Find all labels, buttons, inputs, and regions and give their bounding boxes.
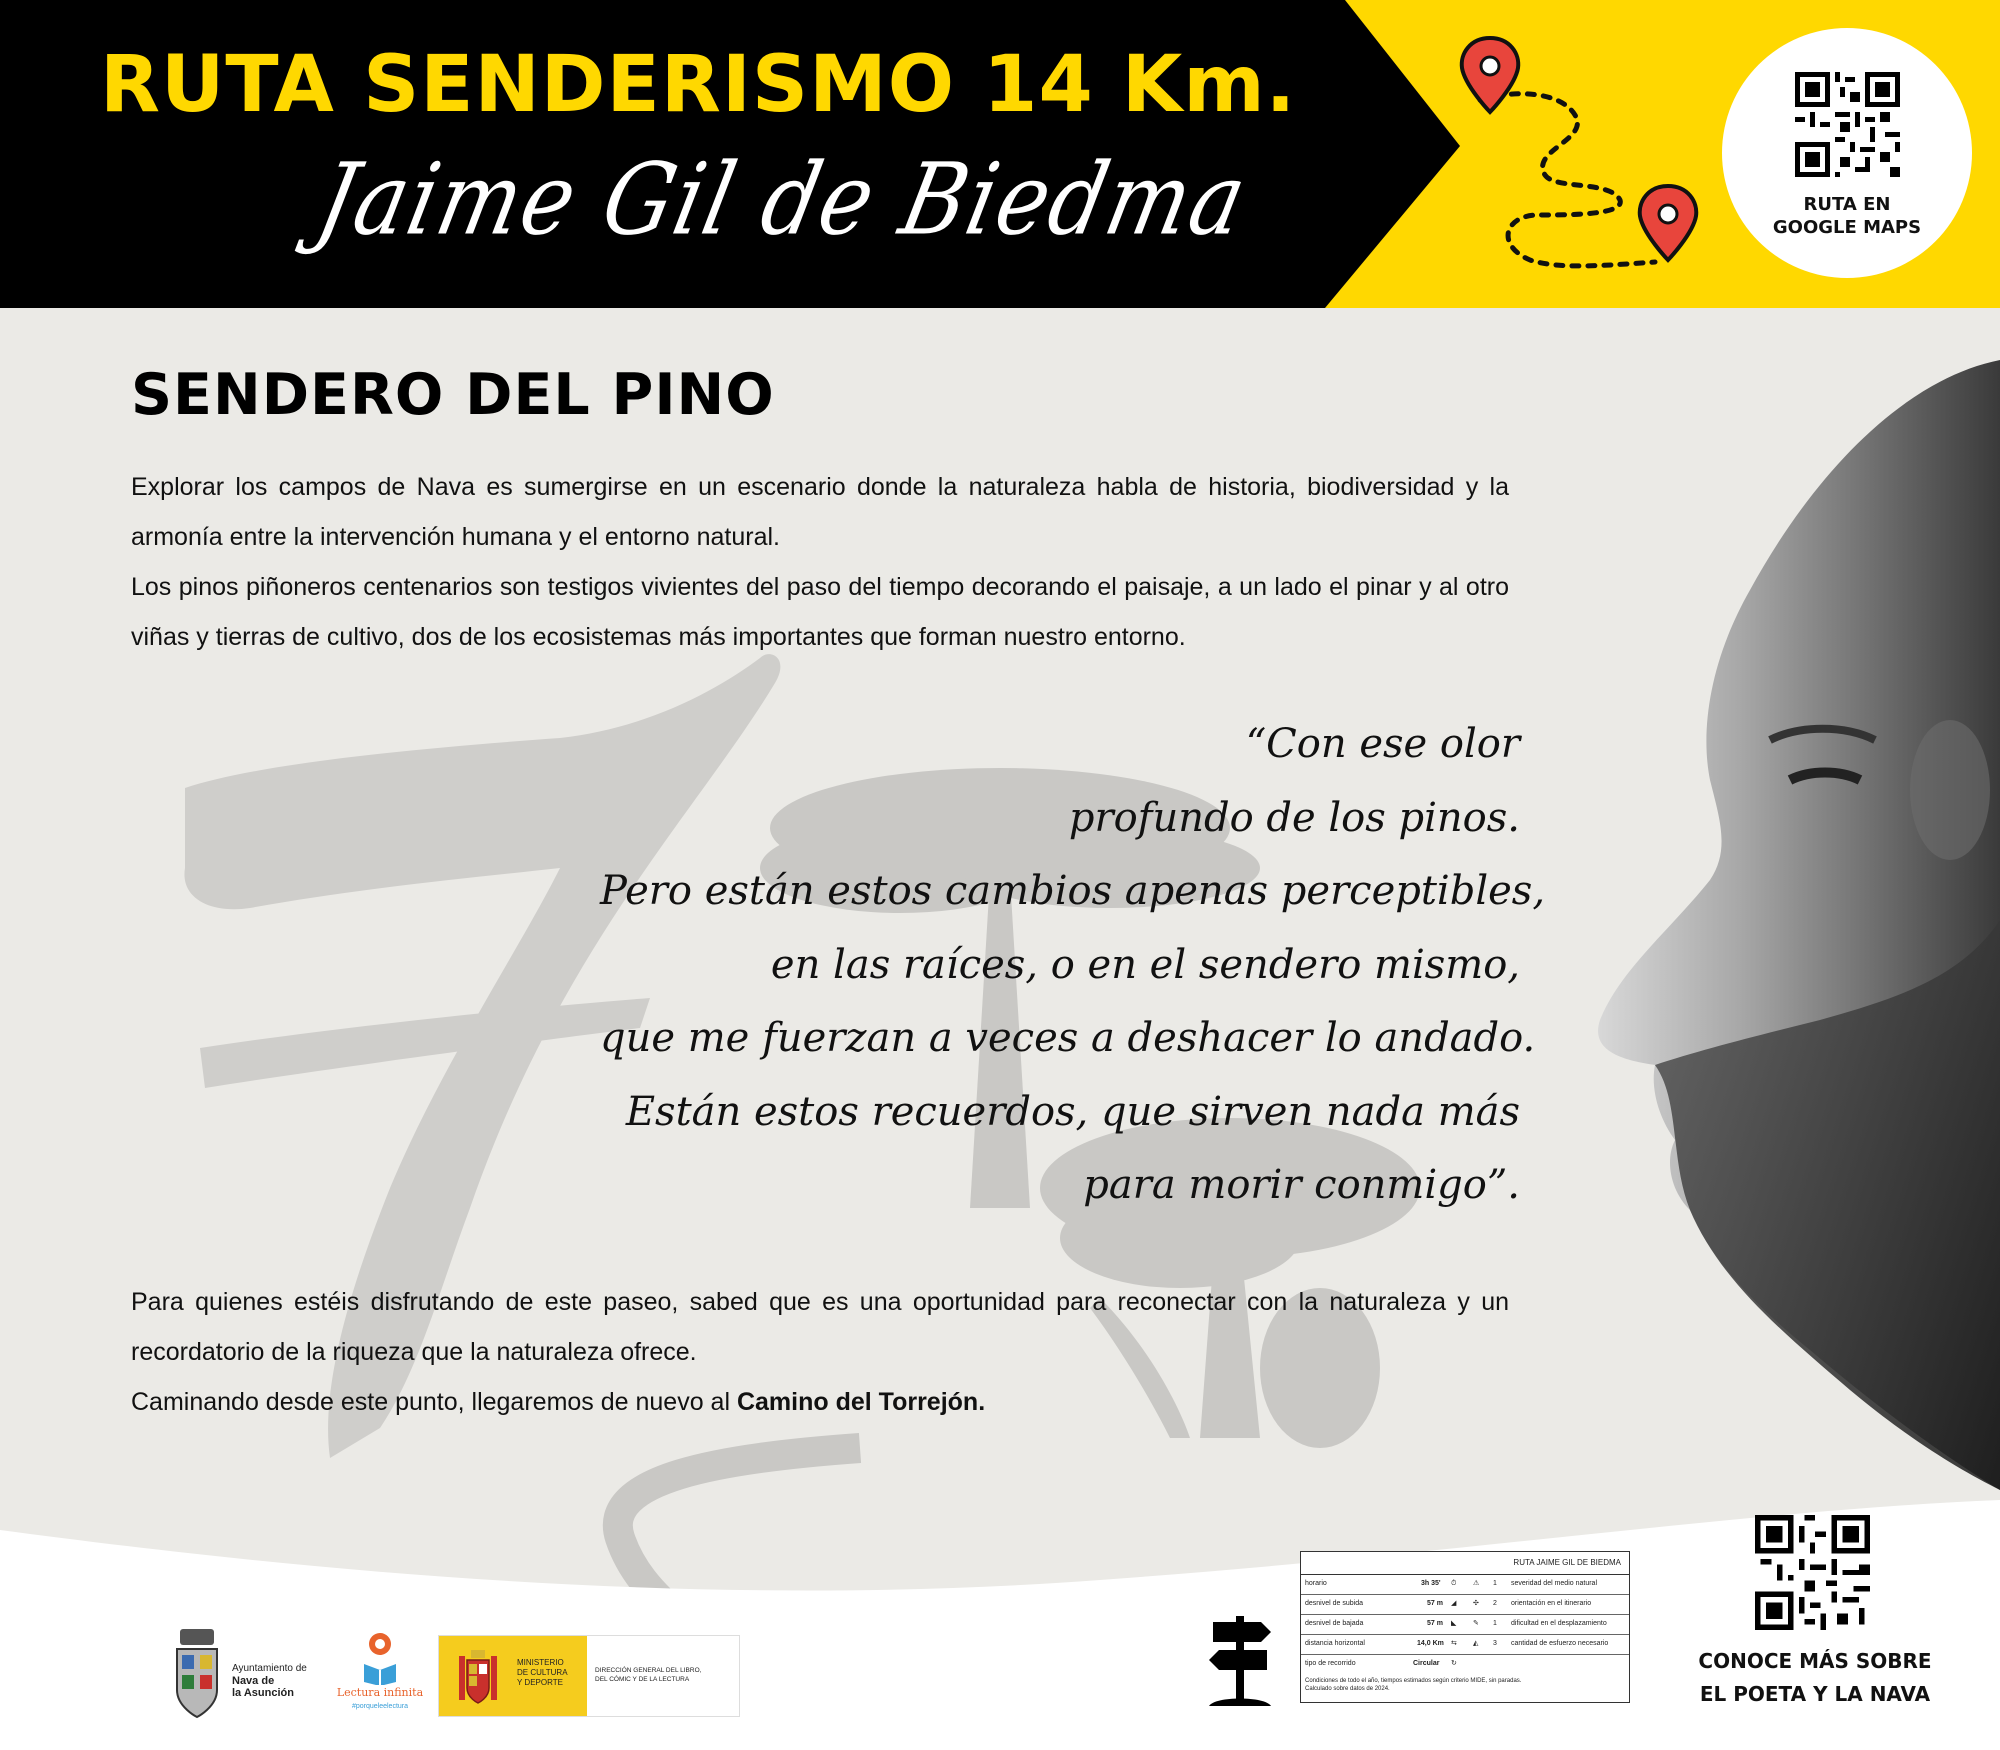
lectura-infinita-tag: #porqueleelectura — [351, 1703, 409, 1710]
mide-desc: severidad del medio natural — [1511, 1580, 1597, 1587]
ministerio-text — [517, 1658, 568, 1688]
route-title: RUTA SENDERISMO 14 Km. — [100, 40, 1297, 130]
mide-note — [1305, 1677, 1625, 1693]
logo-text-line: DE CULTURA — [517, 1668, 568, 1677]
bottom-label-line: EL POETA Y LA NAVA — [1699, 1682, 1931, 1706]
map-pin-icon — [1640, 186, 1697, 260]
mide-title: RUTA JAIME GIL DE BIEDMA — [1301, 1552, 1629, 1575]
mide-row — [1301, 1635, 1629, 1655]
outro-paragraph — [131, 1377, 1509, 1427]
boot-icon: ✎ — [1473, 1620, 1479, 1627]
mide-score: 2 — [1493, 1600, 1497, 1607]
coat-of-arms-icon — [172, 1625, 222, 1720]
logo-text-line: Y DEPORTE — [517, 1678, 563, 1687]
destination-name: Camino del Torrejón. — [736, 1388, 986, 1416]
intro-text — [131, 462, 1509, 662]
mide-label: desnivel de subida — [1305, 1600, 1363, 1607]
warning-icon: ⚠ — [1473, 1580, 1480, 1587]
mide-note-line: Condiciones de todo el año, tiempos estimados según criterio MIDE, sin paradas. — [1305, 1678, 1522, 1684]
mide-label: horario — [1305, 1580, 1327, 1587]
mide-desc: dificultad en el desplazamiento — [1511, 1620, 1607, 1627]
poet-signature: Jaime Gil de Biedma — [307, 142, 1258, 258]
poem-line: “Con ese olor — [1245, 721, 1520, 767]
google-maps-qr-code[interactable] — [1795, 72, 1900, 177]
logo-text-line: Ayuntamiento de — [232, 1663, 307, 1674]
mide-row — [1301, 1655, 1629, 1674]
poet-info-label — [1680, 1645, 1950, 1711]
logo-text-line: la Asunción — [232, 1687, 294, 1699]
mide-score: 3 — [1493, 1640, 1497, 1647]
logo-text-line: DEL CÓMIC Y DE LA LECTURA — [595, 1676, 690, 1683]
descent-icon: ◣ — [1451, 1620, 1457, 1627]
spain-coat-of-arms-icon — [453, 1646, 503, 1706]
orientation-icon: ✣ — [1473, 1600, 1479, 1607]
outro-prefix: Caminando desde este punto, llegaremos de nuevo al — [131, 1388, 737, 1416]
signpost-icon — [1205, 1610, 1275, 1706]
mide-note-line: Calculado sobre datos de 2024. — [1305, 1686, 1390, 1692]
mide-info-table — [1300, 1551, 1630, 1703]
distance-icon: ⇆ — [1451, 1640, 1457, 1647]
mide-row — [1301, 1595, 1629, 1615]
mide-row — [1301, 1575, 1629, 1595]
ascent-icon: ◢ — [1451, 1600, 1457, 1607]
mide-value: 3h 35' — [1421, 1580, 1441, 1587]
poem-line: para morir conmigo”. — [1083, 1162, 1520, 1208]
mide-value: Circular — [1413, 1660, 1440, 1667]
mide-value: 14,0 Km — [1417, 1640, 1444, 1647]
poet-portrait — [1560, 360, 2000, 1490]
mide-desc: orientación en el itinerario — [1511, 1600, 1592, 1607]
poem-line: profundo de los pinos. — [1068, 794, 1520, 841]
lectura-infinita-icon — [360, 1630, 400, 1685]
mide-row — [1301, 1615, 1629, 1635]
poem-line: que me fuerzan a veces a deshacer lo andado. — [600, 1015, 1536, 1061]
stopwatch-icon: ⏱ — [1451, 1580, 1457, 1587]
ministerio-logo — [438, 1635, 740, 1717]
mide-value: 57 m — [1427, 1620, 1443, 1627]
circular-route-icon: ↻ — [1451, 1660, 1457, 1667]
bottom-label-line: CONOCE MÁS SOBRE — [1698, 1649, 1932, 1673]
mide-score: 1 — [1493, 1620, 1497, 1627]
direccion-general-text — [595, 1666, 701, 1684]
map-pin-icon — [1462, 38, 1519, 112]
effort-icon: ◭ — [1473, 1640, 1479, 1647]
logo-text-line: Nava de — [232, 1675, 275, 1687]
mide-value: 57 m — [1427, 1600, 1443, 1607]
poet-info-qr-code[interactable] — [1755, 1515, 1870, 1630]
poem-line: Pero están estos cambios apenas perceptibles, — [600, 868, 1546, 914]
qr-label-line: RUTA EN — [1803, 194, 1891, 215]
mide-desc: cantidad de esfuerzo necesario — [1511, 1640, 1609, 1647]
mide-label: tipo de recorrido — [1305, 1660, 1356, 1667]
poem-line: Están estos recuerdos, que sirven nada más — [625, 1088, 1520, 1135]
lectura-infinita-name: Lectura infinita — [336, 1686, 424, 1699]
section-title: SENDERO DEL PINO — [131, 362, 775, 428]
mide-label: desnivel de bajada — [1305, 1620, 1364, 1627]
sponsor-logos — [170, 1625, 740, 1725]
mide-label: distancia horizontal — [1305, 1640, 1365, 1647]
intro-paragraph: Explorar los campos de Nava es sumergirse en un escenario donde la naturaleza habla de historia, biodiversidad y la armonía entre la intervención humana y el entorno natural. — [131, 473, 1509, 551]
poem-line: en las raíces, o en el sendero mismo, — [770, 941, 1520, 988]
route-map-icon — [1450, 30, 1710, 290]
logo-text-line: DIRECCIÓN GENERAL DEL LIBRO, — [595, 1667, 702, 1674]
logo-text-line: MINISTERIO — [517, 1658, 564, 1667]
qr-label-line: GOOGLE MAPS — [1772, 217, 1922, 238]
poem-quote — [600, 708, 1546, 1223]
outro-paragraph: Para quienes estéis disfrutando de este paseo, sabed que es una oportunidad para reconectar con la naturaleza y un recordatorio de la riqueza que la naturaleza ofrece. — [131, 1288, 1509, 1366]
intro-paragraph: Los pinos piñoneros centenarios son testigos vivientes del paso del tiempo decorando el paisaje, a un lado el pinar y al otro viñas y tierras de cultivo, dos de los ecosistemas más importantes que forman nuestro entorno. — [131, 573, 1509, 651]
outro-text — [131, 1277, 1509, 1427]
ayuntamiento-logo-text — [232, 1663, 307, 1699]
mide-score: 1 — [1493, 1580, 1497, 1587]
qr-google-maps-label — [1722, 193, 1972, 239]
